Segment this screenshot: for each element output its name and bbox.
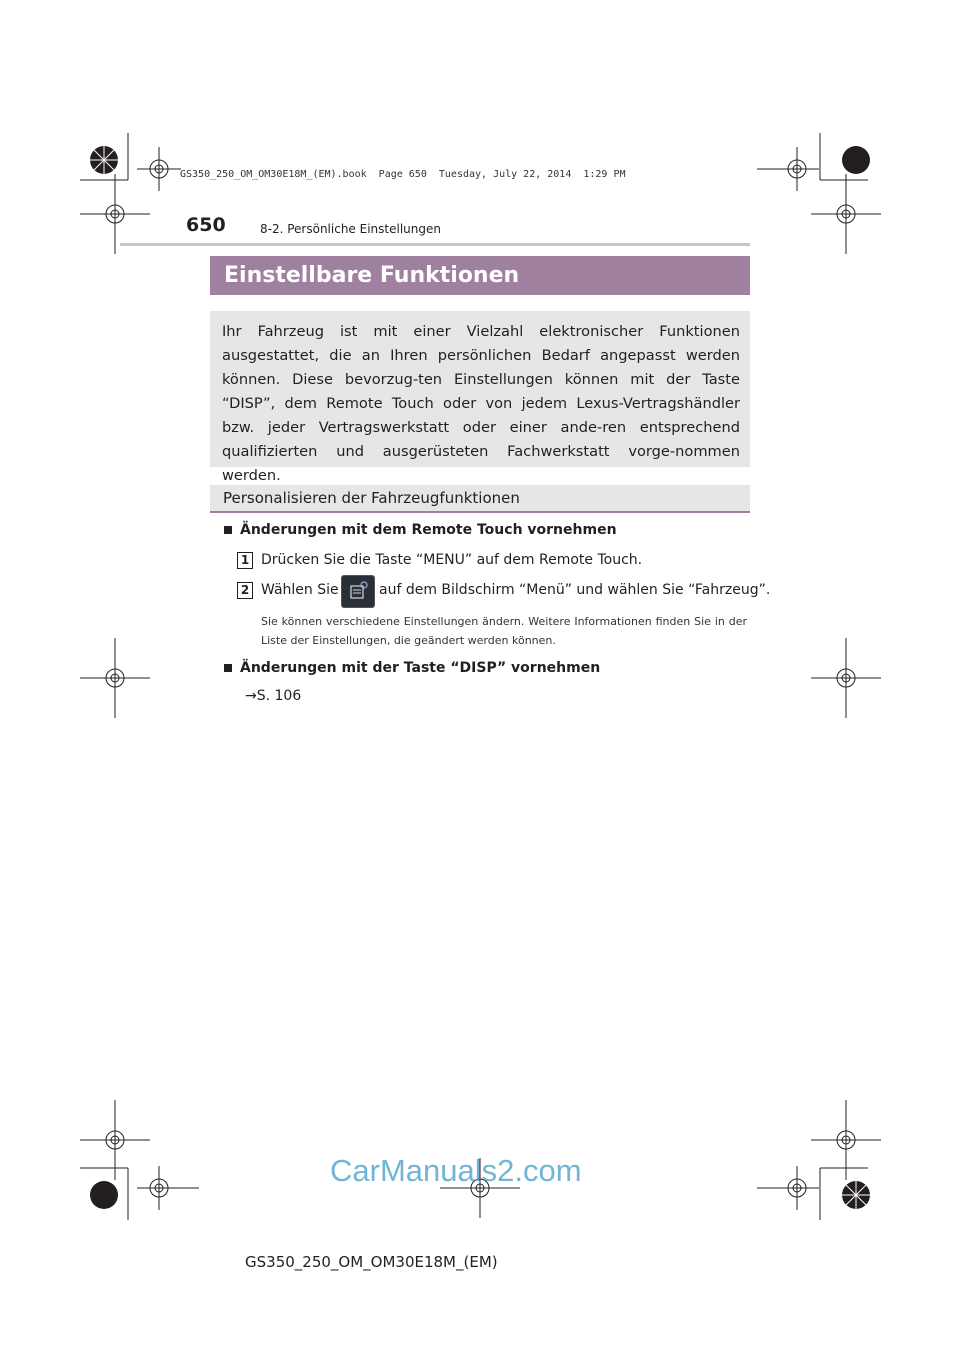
step-text-before: Wählen Sie	[261, 582, 339, 598]
subsection-heading: Personalisieren der Fahrzeugfunktionen	[210, 485, 750, 513]
intro-text: Ihr Fahrzeug ist mit einer Vielzahl elektronischer Funktionen ausgestattet, die an Ihren persönlichen Bedarf angepasst werden können. Diese bevorzug-ten Einstellungen können mit der Taste “DISP”, dem Remote Touch oder von jedem Lexus-Vertragshändler bzw. jeder Vertragswerkstatt oder einer ande-ren entsprechend qualifizierten und ausgerüsteten Fachwerkstatt vorge-nommen werden.	[222, 323, 740, 484]
step-text: Drücken Sie die Taste “MENU” auf dem Remote Touch.	[261, 552, 643, 568]
bullet-square-icon	[224, 526, 232, 534]
step-number: 1	[237, 552, 253, 569]
bullet-square-icon	[224, 664, 232, 672]
step-text-after: auf dem Bildschirm “Menü” und wählen Sie “Fahrzeug”.	[379, 582, 771, 598]
header-rule	[120, 243, 750, 246]
bullet-text: Änderungen mit dem Remote Touch vornehmen	[240, 522, 617, 538]
footer-code: GS350_250_OM_OM30E18M_(EM)	[245, 1253, 498, 1271]
step-number: 2	[237, 582, 253, 599]
bullet-item	[224, 522, 617, 538]
note-text: Sie können verschiedene Einstellungen ändern. Weitere Informationen finden Sie in der Liste der Einstellungen, die geändert werden können.	[261, 615, 747, 647]
section-title: 8-2. Persönliche Einstellungen	[260, 222, 441, 236]
book-info: GS350_250_OM_OM30E18M_(EM).book Page 650 Tuesday, July 22, 2014 1:29 PM	[180, 169, 626, 180]
intro-box	[210, 311, 750, 484]
bullet-item	[224, 660, 600, 676]
settings-screen-icon	[341, 575, 375, 608]
page-title: Einstellbare Funktionen	[210, 256, 750, 295]
page-number: 650	[186, 214, 226, 236]
bullet-text: Änderungen mit der Taste “DISP” vornehmen	[240, 660, 601, 676]
page-reference-link[interactable]: →S. 106	[245, 688, 302, 704]
watermark: CarManuals2.com	[330, 1153, 582, 1188]
